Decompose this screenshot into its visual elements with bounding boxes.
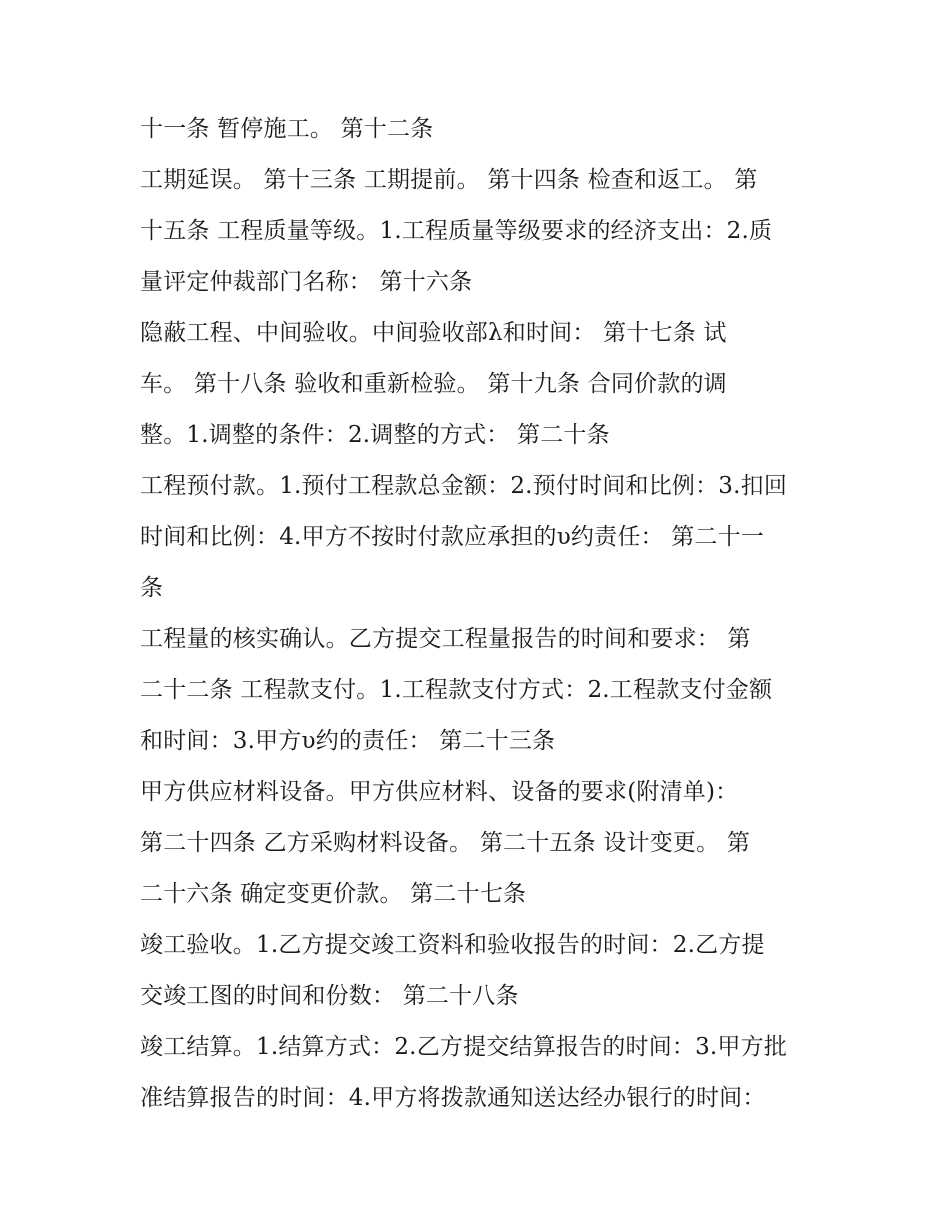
text-line: 二十六条 确定变更价款。 第二十七条 xyxy=(140,881,527,907)
text-line: 竣工结算。1.结算方式：2.乙方提交结算报告的时间：3.甲方批 xyxy=(140,1034,788,1060)
text-line: 工程量的核实确认。乙方提交工程量报告的时间和要求： 第 xyxy=(140,626,751,652)
text-line: 时间和比例：4.甲方不按时付款应承担的υ约责任： 第二十一 xyxy=(140,524,765,550)
text-line: 准结算报告的时间：4.甲方将拨款通知送达经办银行的时间： xyxy=(140,1085,766,1111)
text-line: 第二十四条 乙方采购材料设备。 第二十五条 设计变更。 第 xyxy=(140,830,751,856)
text-line: 竣工验收。1.乙方提交竣工资料和验收报告的时间：2.乙方提 xyxy=(140,932,765,958)
text-line: 甲方供应材料设备。甲方供应材料、设备的要求(附清单)： xyxy=(140,779,739,805)
contract-text-body xyxy=(140,104,830,1124)
text-line: 整。1.调整的条件：2.调整的方式： 第二十条 xyxy=(140,422,610,448)
text-line: 二十二条 工程款支付。1.工程款支付方式：2.工程款支付金额 xyxy=(140,677,773,703)
text-line: 和时间：3.甲方υ约的责任： 第二十三条 xyxy=(140,728,556,754)
text-line: 十五条 工程质量等级。1.工程质量等级要求的经济支出：2.质 xyxy=(140,218,773,244)
text-line: 十一条 暂停施工。 第十二条 xyxy=(140,116,434,142)
text-line: 量评定仲裁部门名称： 第十六条 xyxy=(140,269,473,295)
text-line: 工期延误。 第十三条 工期提前。 第十四条 检查和返工。 第 xyxy=(140,167,758,193)
text-line: 车。 第十八条 验收和重新检验。 第十九条 合同价款的调 xyxy=(140,371,727,397)
text-line: 工程预付款。1.预付工程款总金额：2.预付时间和比例：3.扣回 xyxy=(140,473,788,499)
text-line: 交竣工图的时间和份数： 第二十八条 xyxy=(140,983,519,1009)
text-line: 条 xyxy=(140,575,164,601)
text-line: 隐蔽工程、中间验收。中间验收部λ和时间： 第十七条 试 xyxy=(140,320,727,346)
